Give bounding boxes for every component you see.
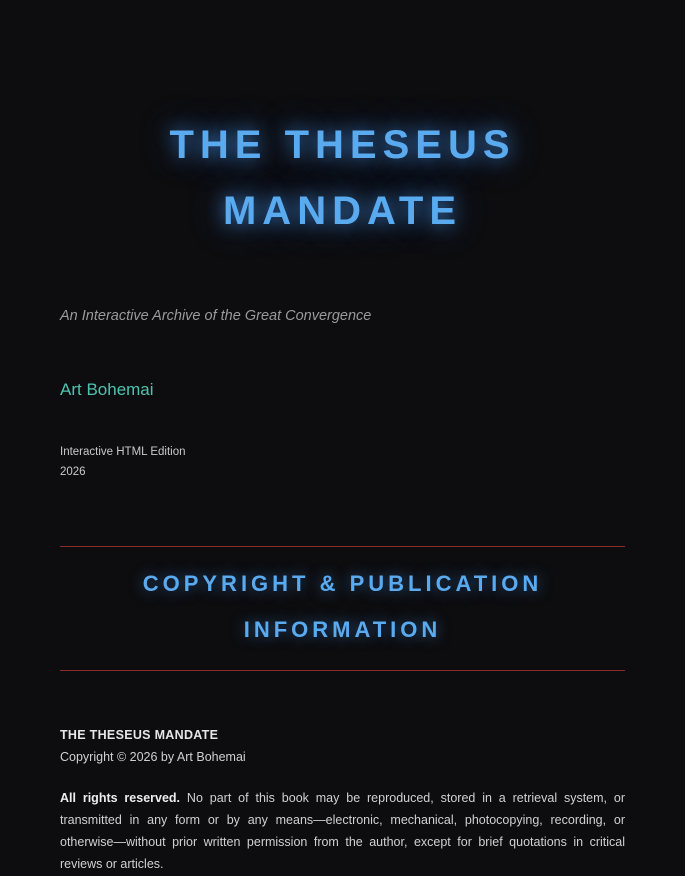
- title-block: [60, 0, 625, 244]
- copyright-heading-line-1: COPYRIGHT & PUBLICATION: [142, 571, 543, 597]
- book-title: [60, 112, 625, 244]
- copyright-heading-line-2: INFORMATION: [243, 617, 442, 643]
- rights-label: All rights reserved.: [60, 791, 181, 806]
- rights-text: No part of this book may be reproduced, stored in a retrieval system, or transmitted in any form or by any means—electronic, mechanical, photocopying, recording, or otherwise—without prior written permission from the author, except for brief quotations in critical reviews or articles.: [60, 791, 626, 871]
- copyright-body: [60, 725, 625, 876]
- copyright-section: [60, 546, 625, 876]
- work-title: THE THESEUS MANDATE: [60, 727, 219, 742]
- rights-paragraph: [60, 788, 625, 876]
- book-title-line-1: THE THESEUS: [169, 123, 516, 167]
- book-subtitle: An Interactive Archive of the Great Convergence: [60, 308, 372, 324]
- divider-bottom: [60, 670, 625, 671]
- copyright-heading: [60, 547, 625, 669]
- edition-year: 2026: [60, 466, 86, 479]
- edition-info: [60, 442, 625, 482]
- book-title-line-2: MANDATE: [222, 189, 462, 233]
- edition-label: Interactive HTML Edition: [60, 446, 186, 458]
- copyright-line: Copyright © 2026 by Art Bohemai: [60, 749, 246, 764]
- book-author: Art Bohemai: [60, 380, 154, 399]
